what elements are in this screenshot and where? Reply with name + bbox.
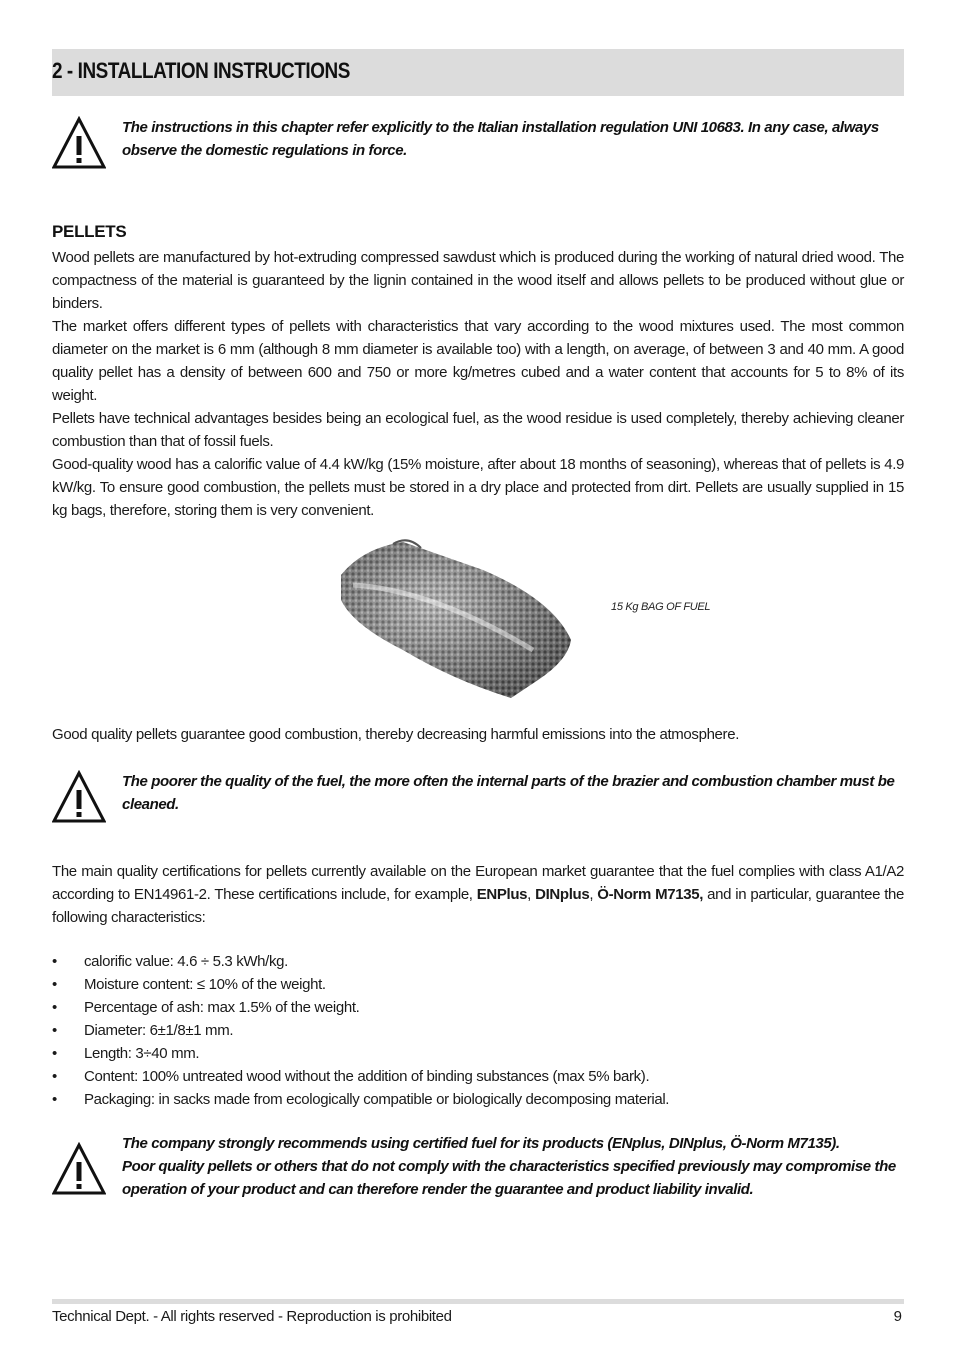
- text: The main quality certifications for pellets currently available on the European market guarantee that the fuel complies with class A1/A2 according to EN14961-2. These certifications include, for example,: [52, 863, 904, 903]
- paragraph: Pellets have technical advantages besides being an ecological fuel, as the wood residue is used completely, thereby achieving cleaner combustion than that of fossil fuels.: [52, 410, 904, 450]
- paragraph: Good-quality wood has a calorific value of 4.4 kW/kg (15% moisture, after about 18 months of seasoning), whereas that of pellets is 4.9 kW/kg. To ensure good combustion, the pellets must be stored in a dry place and protected from dirt. Pellets are usually supplied in 15 kg bags, therefore, storing them is very convenient.: [52, 456, 904, 519]
- list-item: [52, 1019, 669, 1042]
- paragraph: Good quality pellets guarantee good combustion, thereby decreasing harmful emissions into the atmosphere.: [52, 726, 740, 743]
- bullet: •: [52, 1091, 57, 1108]
- list-item: [52, 950, 669, 973]
- warning-line: Poor quality pellets or others that do not comply with the characteristics specified previously may compromise the operation of your product and can therefore render the guarantee and product liability invalid.: [122, 1158, 896, 1198]
- page-number: 9: [893, 1308, 902, 1325]
- warning-text: The instructions in this chapter refer explicitly to the Italian installation regulation UNI 10683. In any case, always observe the domestic regulations in force.: [122, 119, 879, 159]
- characteristics-list: [52, 950, 669, 1111]
- paragraph: The market offers different types of pellets with characteristics that vary according to the wood mixtures used. The most common diameter on the market is 6 mm (although 8 mm diameter is available too) with a length, on average, of between 3 and 40 mm. A good quality pellet has a density of between 600 and 750 or more kg/metres cubed and a water content that accounts for 5 to 8% of its weight.: [52, 318, 904, 404]
- bullet: •: [52, 1068, 57, 1085]
- certifications-paragraph: [52, 860, 904, 929]
- chapter-header: [52, 49, 904, 96]
- bullet: •: [52, 953, 57, 970]
- list-item: [52, 1065, 669, 1088]
- footer-divider: [52, 1299, 904, 1304]
- warning-note-certified-fuel: [52, 1132, 904, 1202]
- warning-triangle-icon: [52, 770, 106, 824]
- good-quality-statement: [52, 723, 904, 746]
- certification-dinplus: DINplus: [535, 886, 590, 903]
- section-title-pellets: PELLETS: [52, 222, 127, 241]
- paragraph: Wood pellets are manufactured by hot-extruding compressed sawdust which is produced during the working of natural dried wood. The compactness of the material is guaranteed by the lignin contained in the wood itself and allows pellets to be produced without glue or binders.: [52, 249, 904, 312]
- bullet: •: [52, 1022, 57, 1039]
- certification-enplus: ENPlus: [476, 886, 528, 903]
- figure-caption: 15 Kg BAG OF FUEL: [611, 601, 711, 613]
- warning-triangle-icon: [52, 116, 106, 170]
- warning-text: [122, 1132, 904, 1201]
- warning-note-regulation: [52, 116, 904, 172]
- list-item-text: calorific value: 4.6 ÷ 5.3 kWh/kg.: [84, 953, 288, 970]
- list-item-text: Length: 3÷40 mm.: [84, 1045, 200, 1062]
- text: ,: [589, 886, 598, 903]
- bullet: •: [52, 999, 57, 1016]
- warning-text: The poorer the quality of the fuel, the more often the internal parts of the brazier and combustion chamber must be cleaned.: [122, 773, 895, 813]
- list-item-text: Moisture content: ≤ 10% of the weight.: [84, 976, 326, 993]
- list-item: [52, 973, 669, 996]
- list-item-text: Diameter: 6±1/8±1 mm.: [84, 1022, 234, 1039]
- bullet: •: [52, 976, 57, 993]
- warning-line: The company strongly recommends using certified fuel for its products (ENplus, DINplus, Ö-Norm M7135).: [122, 1135, 840, 1152]
- pellet-bag-image: [333, 530, 578, 710]
- list-item-text: Percentage of ash: max 1.5% of the weight.: [84, 999, 360, 1016]
- chapter-title: 2 - INSTALLATION INSTRUCTIONS: [52, 58, 350, 83]
- list-item: [52, 1042, 669, 1065]
- footer-copyright: Technical Dept. - All rights reserved - Reproduction is prohibited: [52, 1308, 452, 1325]
- list-item: [52, 1088, 669, 1111]
- bullet: •: [52, 1045, 57, 1062]
- pellets-description: [52, 246, 904, 522]
- certification-onorm: Ö-Norm M7135,: [597, 886, 704, 903]
- list-item-text: Packaging: in sacks made from ecologically compatible or biologically decomposing material.: [84, 1091, 670, 1108]
- warning-triangle-icon: [52, 1142, 106, 1196]
- warning-note-cleaning: [52, 770, 904, 824]
- list-item-text: Content: 100% untreated wood without the addition of binding substances (max 5% bark).: [84, 1068, 650, 1085]
- list-item: [52, 996, 669, 1019]
- text: ,: [527, 886, 536, 903]
- text: and in particular, guarantee the following characteristics:: [52, 886, 904, 926]
